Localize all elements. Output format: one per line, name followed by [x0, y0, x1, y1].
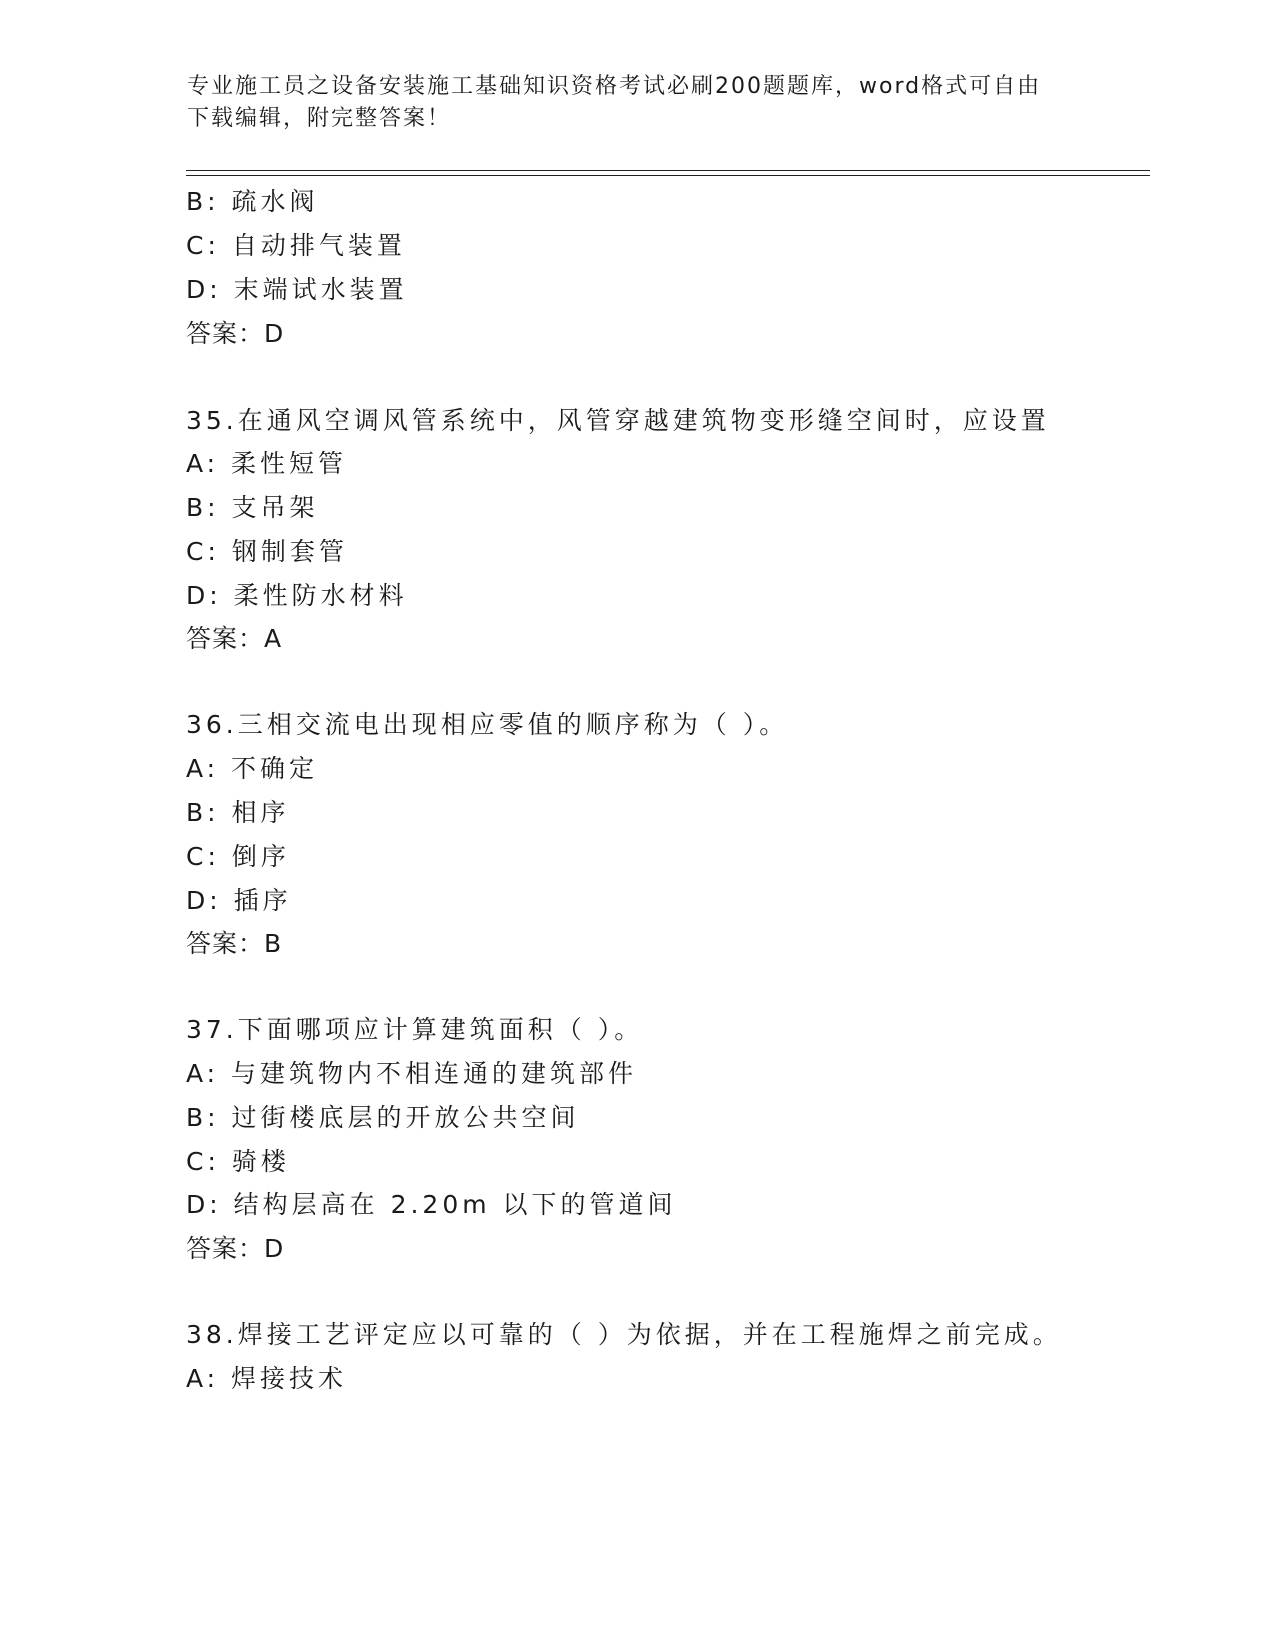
header-divider-top [186, 170, 1150, 171]
q36-answer: 答案：B [186, 929, 283, 958]
q38-option-a: A: 焊接技术 [186, 1364, 348, 1393]
header-title-line-1: 专业施工员之设备安装施工基础知识资格考试必刷200题题库，word格式可自由 [187, 74, 1042, 99]
q35-option-b: B: 支吊架 [186, 493, 319, 522]
q34-option-b: B: 疏水阀 [186, 187, 319, 216]
q38-question: 38.焊接工艺评定应以可靠的（ ）为依据，并在工程施焊之前完成。 [186, 1320, 1062, 1349]
header-divider-bottom [186, 175, 1150, 176]
q34-option-c: C: 自动排气装置 [186, 231, 406, 260]
q36-option-d: D: 插序 [186, 886, 292, 915]
q35-option-d: D: 柔性防水材料 [186, 581, 408, 610]
q36-question: 36.三相交流电出现相应零值的顺序称为（ ）。 [186, 710, 789, 739]
q36-option-a: A: 不确定 [186, 754, 319, 783]
q35-question: 35.在通风空调风管系统中，风管穿越建筑物变形缝空间时，应设置 [186, 406, 1050, 435]
header-title-line-2: 下载编辑，附完整答案！ [187, 106, 452, 131]
q37-answer: 答案：D [186, 1234, 285, 1263]
q34-option-d: D: 末端试水装置 [186, 275, 408, 304]
q36-option-c: C: 倒序 [186, 842, 290, 871]
q37-option-a: A: 与建筑物内不相连通的建筑部件 [186, 1059, 638, 1088]
q35-option-a: A: 柔性短管 [186, 449, 348, 478]
q35-answer: 答案：A [186, 624, 283, 653]
q37-question: 37.下面哪项应计算建筑面积（ ）。 [186, 1015, 644, 1044]
q37-option-d: D: 结构层高在 2.20m 以下的管道间 [186, 1190, 677, 1219]
q36-option-b: B: 相序 [186, 798, 290, 827]
q37-option-c: C: 骑楼 [186, 1147, 290, 1176]
q37-option-b: B: 过街楼底层的开放公共空间 [186, 1103, 580, 1132]
q34-answer: 答案：D [186, 319, 285, 348]
q35-option-c: C: 钢制套管 [186, 537, 348, 566]
